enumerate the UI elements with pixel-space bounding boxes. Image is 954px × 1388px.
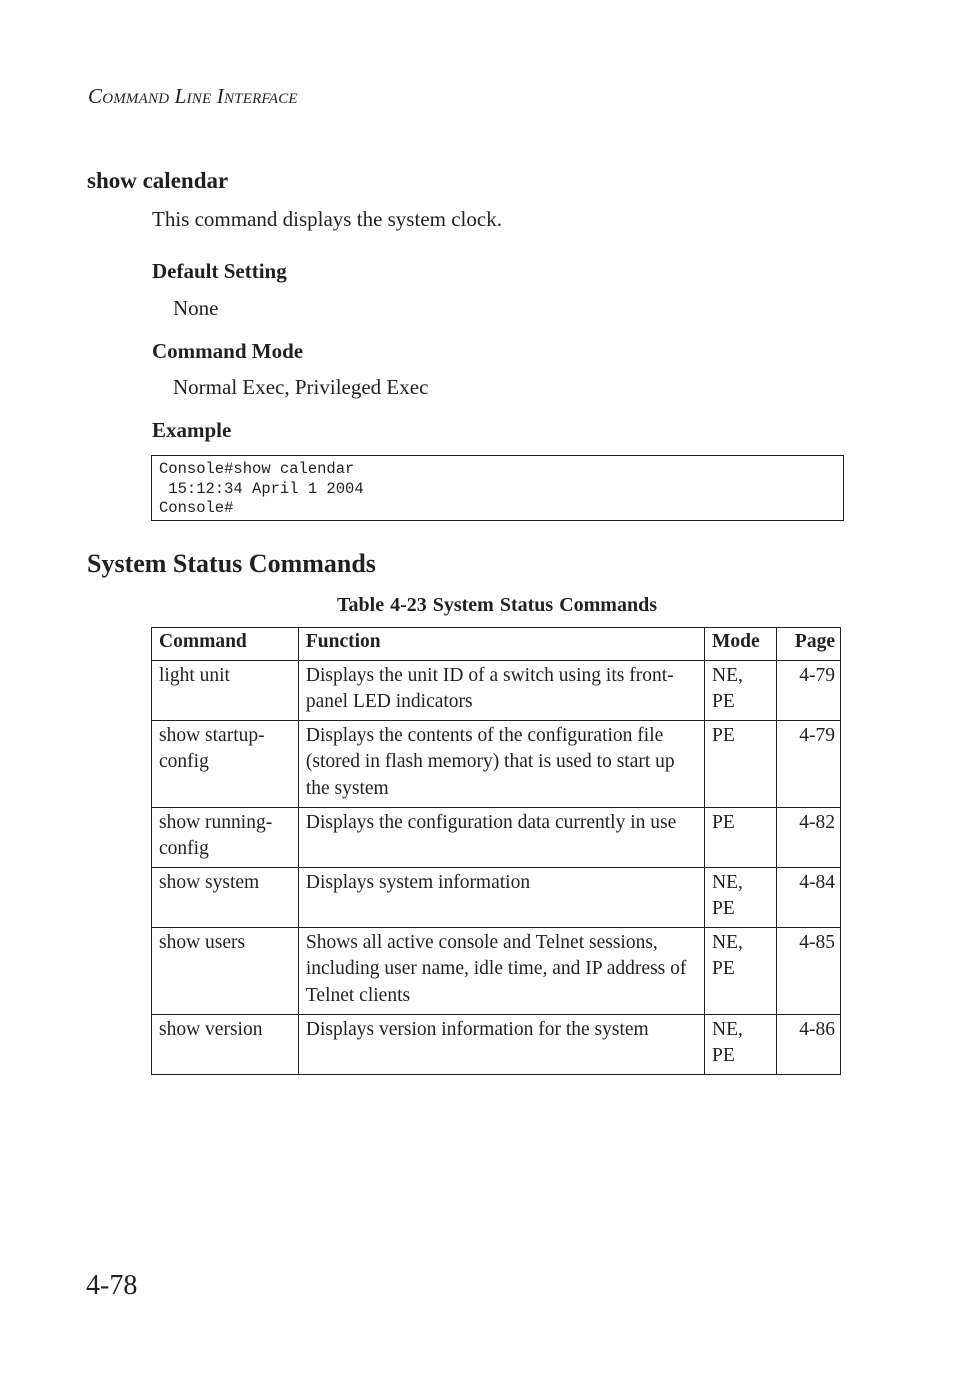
- code-line: Console#show calendar: [159, 460, 355, 478]
- code-line: 15:12:34 April 1 2004: [159, 479, 364, 498]
- command-mode-heading: Command Mode: [152, 339, 304, 363]
- table-row: [152, 807, 841, 867]
- cell-mode: NE, PE: [705, 867, 777, 927]
- cell-page: 4-85: [777, 927, 841, 1014]
- cell-mode: PE: [705, 807, 777, 867]
- table-row: [152, 660, 841, 720]
- cell-function: Displays the unit ID of a switch using its front-panel LED indicators: [298, 660, 704, 720]
- cell-command: show startup-config: [152, 720, 299, 807]
- cell-function: Displays system information: [298, 867, 704, 927]
- cell-page: 4-84: [777, 867, 841, 927]
- cell-function: Shows all active console and Telnet sessions, including user name, idle time, and IP address of Telnet clients: [298, 927, 704, 1014]
- cell-command: light unit: [152, 660, 299, 720]
- section-title: System Status Commands: [87, 549, 376, 578]
- page-number: 4-78: [86, 1270, 138, 1301]
- table-caption: Table 4-23 System Status Commands: [337, 594, 657, 616]
- cell-function: Displays the configuration data currently in use: [298, 807, 704, 867]
- default-setting-value: None: [173, 296, 219, 320]
- cell-command: show users: [152, 927, 299, 1014]
- table-row: [152, 1014, 841, 1074]
- system-status-commands-table: [151, 627, 841, 1075]
- cell-mode: NE, PE: [705, 1014, 777, 1074]
- command-mode-value: Normal Exec, Privileged Exec: [173, 375, 429, 399]
- table-header-row: [152, 628, 841, 661]
- cell-page: 4-79: [777, 660, 841, 720]
- cell-page: 4-86: [777, 1014, 841, 1074]
- cell-page: 4-79: [777, 720, 841, 807]
- default-setting-heading: Default Setting: [152, 259, 287, 283]
- example-code-block: [151, 455, 844, 521]
- cell-mode: NE, PE: [705, 660, 777, 720]
- column-header-command: Command: [152, 628, 299, 661]
- cell-function: Displays the contents of the configuration file (stored in flash memory) that is used to start up the system: [298, 720, 704, 807]
- code-line: Console#: [159, 499, 234, 517]
- column-header-mode: Mode: [705, 628, 777, 661]
- cell-command: show system: [152, 867, 299, 927]
- table-row: [152, 720, 841, 807]
- command-description: This command displays the system clock.: [152, 207, 502, 231]
- cell-mode: PE: [705, 720, 777, 807]
- example-heading: Example: [152, 418, 232, 442]
- cell-page: 4-82: [777, 807, 841, 867]
- cell-command: show version: [152, 1014, 299, 1074]
- table-row: [152, 927, 841, 1014]
- cell-mode: NE, PE: [705, 927, 777, 1014]
- table-row: [152, 867, 841, 927]
- cell-command: show running-config: [152, 807, 299, 867]
- running-header: Command Line Interface: [88, 84, 298, 108]
- column-header-page: Page: [777, 628, 841, 661]
- command-title: show calendar: [87, 168, 229, 193]
- column-header-function: Function: [298, 628, 704, 661]
- cell-function: Displays version information for the system: [298, 1014, 704, 1074]
